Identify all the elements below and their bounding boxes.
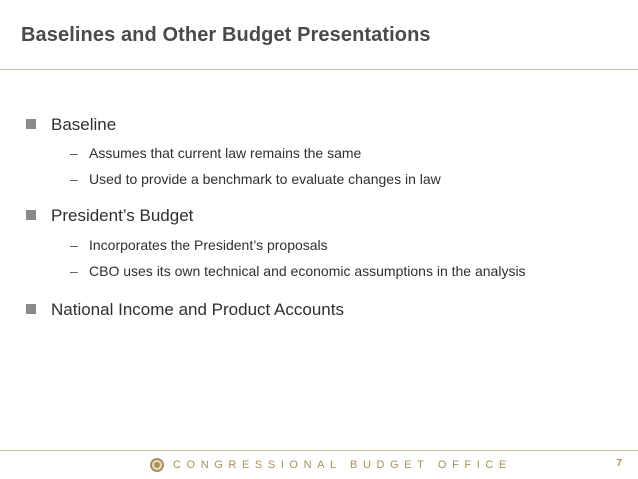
footer-divider — [0, 450, 638, 451]
square-bullet-icon — [26, 119, 36, 129]
bullet-text: President’s Budget — [51, 206, 194, 225]
bullet-text: National Income and Product Accounts — [51, 300, 344, 319]
dash-icon: – — [70, 263, 78, 279]
sub-bullet-text: Incorporates the President’s proposals — [89, 237, 328, 253]
sub-bullet-item — [70, 263, 526, 279]
square-bullet-icon — [26, 210, 36, 220]
title-divider — [0, 69, 638, 70]
bullet-item-nipa — [26, 300, 344, 320]
dash-icon: – — [70, 237, 78, 253]
page-number: 7 — [616, 458, 622, 469]
bullet-item-presidents-budget — [26, 206, 193, 226]
sub-bullet-item — [70, 237, 328, 253]
slide-title: Baselines and Other Budget Presentations — [21, 24, 431, 46]
sub-bullet-item — [70, 171, 441, 187]
bullet-text: Baseline — [51, 115, 117, 134]
sub-bullet-text: Used to provide a benchmark to evaluate changes in law — [89, 171, 441, 187]
sub-bullet-text: CBO uses its own technical and economic assumptions in the analysis — [89, 263, 526, 279]
square-bullet-icon — [26, 304, 36, 314]
bullet-item-baseline — [26, 115, 116, 135]
dash-icon: – — [70, 171, 78, 187]
sub-bullet-text: Assumes that current law remains the same — [89, 145, 362, 161]
dash-icon: – — [70, 145, 78, 161]
cbo-seal-icon — [150, 458, 164, 472]
sub-bullet-item — [70, 145, 361, 161]
footer-organization: CONGRESSIONAL BUDGET OFFICE — [173, 459, 512, 471]
